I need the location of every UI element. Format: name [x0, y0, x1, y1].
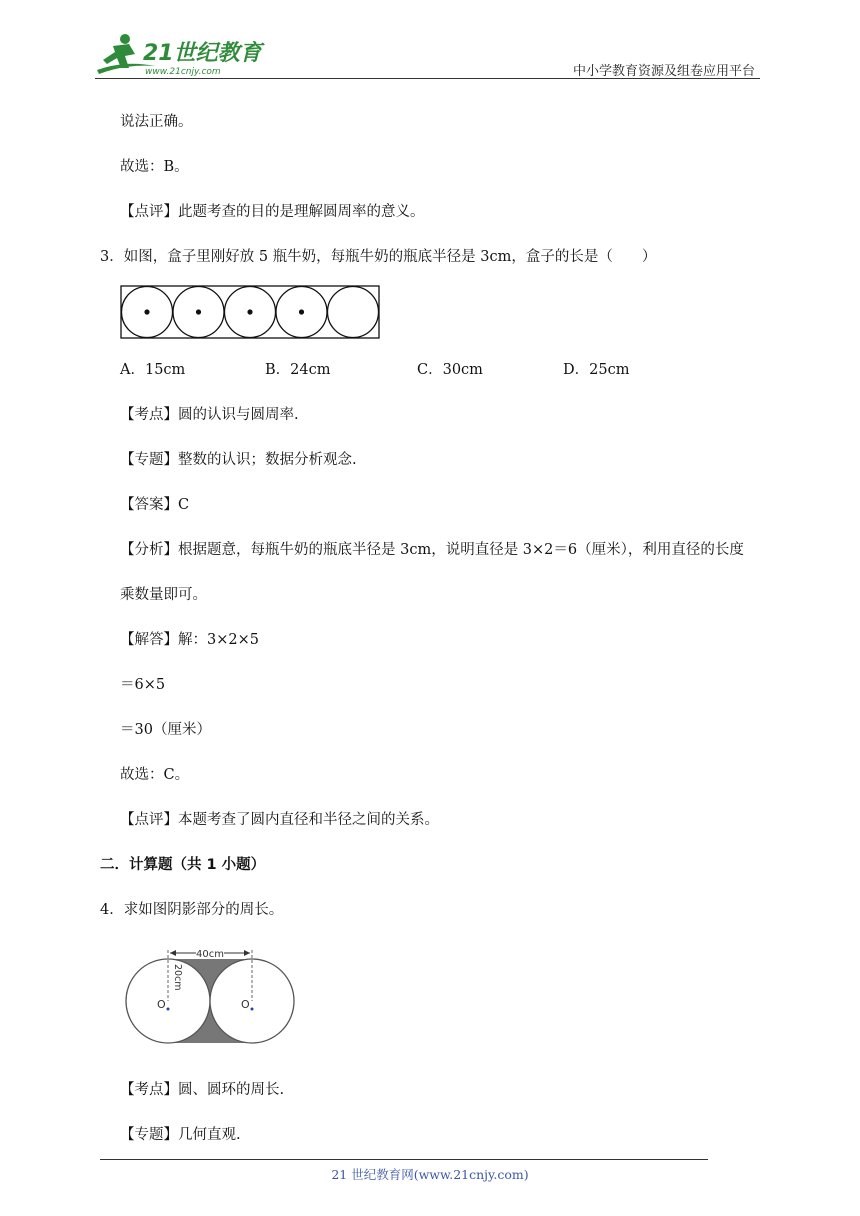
option-b: B．24cm	[265, 362, 331, 378]
section-title: 二．计算题（共 1 小题）	[100, 857, 266, 873]
page-header	[0, 0, 860, 90]
logo-url: www.21cnjy.com	[145, 67, 221, 77]
q4-zhuanti: 【专题】几何直观.	[120, 1127, 241, 1143]
arrow-right-icon	[244, 950, 250, 956]
center-dot	[299, 309, 304, 314]
shaded-region-figure	[120, 944, 300, 1056]
left-center-dot	[167, 1008, 170, 1011]
width-label: 40cm	[196, 949, 224, 960]
center-dot	[247, 309, 252, 314]
bottle-circle	[328, 287, 379, 338]
q4-kaodian: 【考点】圆、圆环的周长.	[120, 1082, 285, 1098]
center-dot	[144, 309, 149, 314]
center-dot	[196, 309, 201, 314]
option-d: D．25cm	[563, 362, 630, 378]
q3-comment: 【点评】本题考查了圆内直径和半径之间的关系。	[120, 812, 439, 828]
option-c: C．30cm	[417, 362, 483, 378]
q3-solution-line3: ＝30（厘米）	[120, 722, 211, 738]
q3-stem: 3．如图，盒子里刚好放 5 瓶牛奶，每瓶牛奶的瓶底半径是 3cm，盒子的长是（ ）	[100, 249, 657, 265]
footer-divider	[100, 1159, 708, 1160]
right-center-label: O	[241, 998, 250, 1011]
option-a: A．15cm	[120, 362, 186, 378]
header-divider	[95, 78, 760, 79]
q2-conclusion: 说法正确。	[120, 114, 193, 130]
q3-choice: 故选：C。	[120, 767, 190, 783]
q3-zhuanti: 【专题】整数的认识；数据分析观念.	[120, 452, 357, 468]
site-logo	[95, 30, 265, 80]
arrow-left-icon	[170, 950, 176, 956]
q2-choice: 故选：B。	[120, 159, 189, 175]
logo-text: 21世纪教育	[143, 41, 262, 66]
platform-name: 中小学教育资源及组卷应用平台	[572, 64, 755, 79]
right-center-dot	[251, 1008, 254, 1011]
q3-analysis-line1: 【分析】根据题意，每瓶牛奶的瓶底半径是 3cm，说明直径是 3×2＝6（厘米），利用直径的长度	[120, 542, 744, 558]
q3-kaodian: 【考点】圆的认识与圆周率.	[120, 407, 299, 423]
footer-text[interactable]: 21 世纪教育网(www.21cnjy.com)	[331, 1167, 529, 1182]
radius-label: 20cm	[172, 964, 183, 991]
q3-answer: 【答案】C	[120, 497, 190, 513]
milk-box-figure	[120, 284, 382, 340]
q3-solution-line1: 【解答】解：3×2×5	[120, 632, 259, 648]
left-center-label: O	[157, 998, 166, 1011]
q4-stem: 4．求如图阴影部分的周长。	[100, 902, 284, 918]
q3-analysis-line2: 乘数量即可。	[120, 587, 207, 603]
q3-solution-line2: ＝6×5	[120, 677, 166, 693]
q2-comment: 【点评】此题考查的目的是理解圆周率的意义。	[120, 204, 425, 220]
